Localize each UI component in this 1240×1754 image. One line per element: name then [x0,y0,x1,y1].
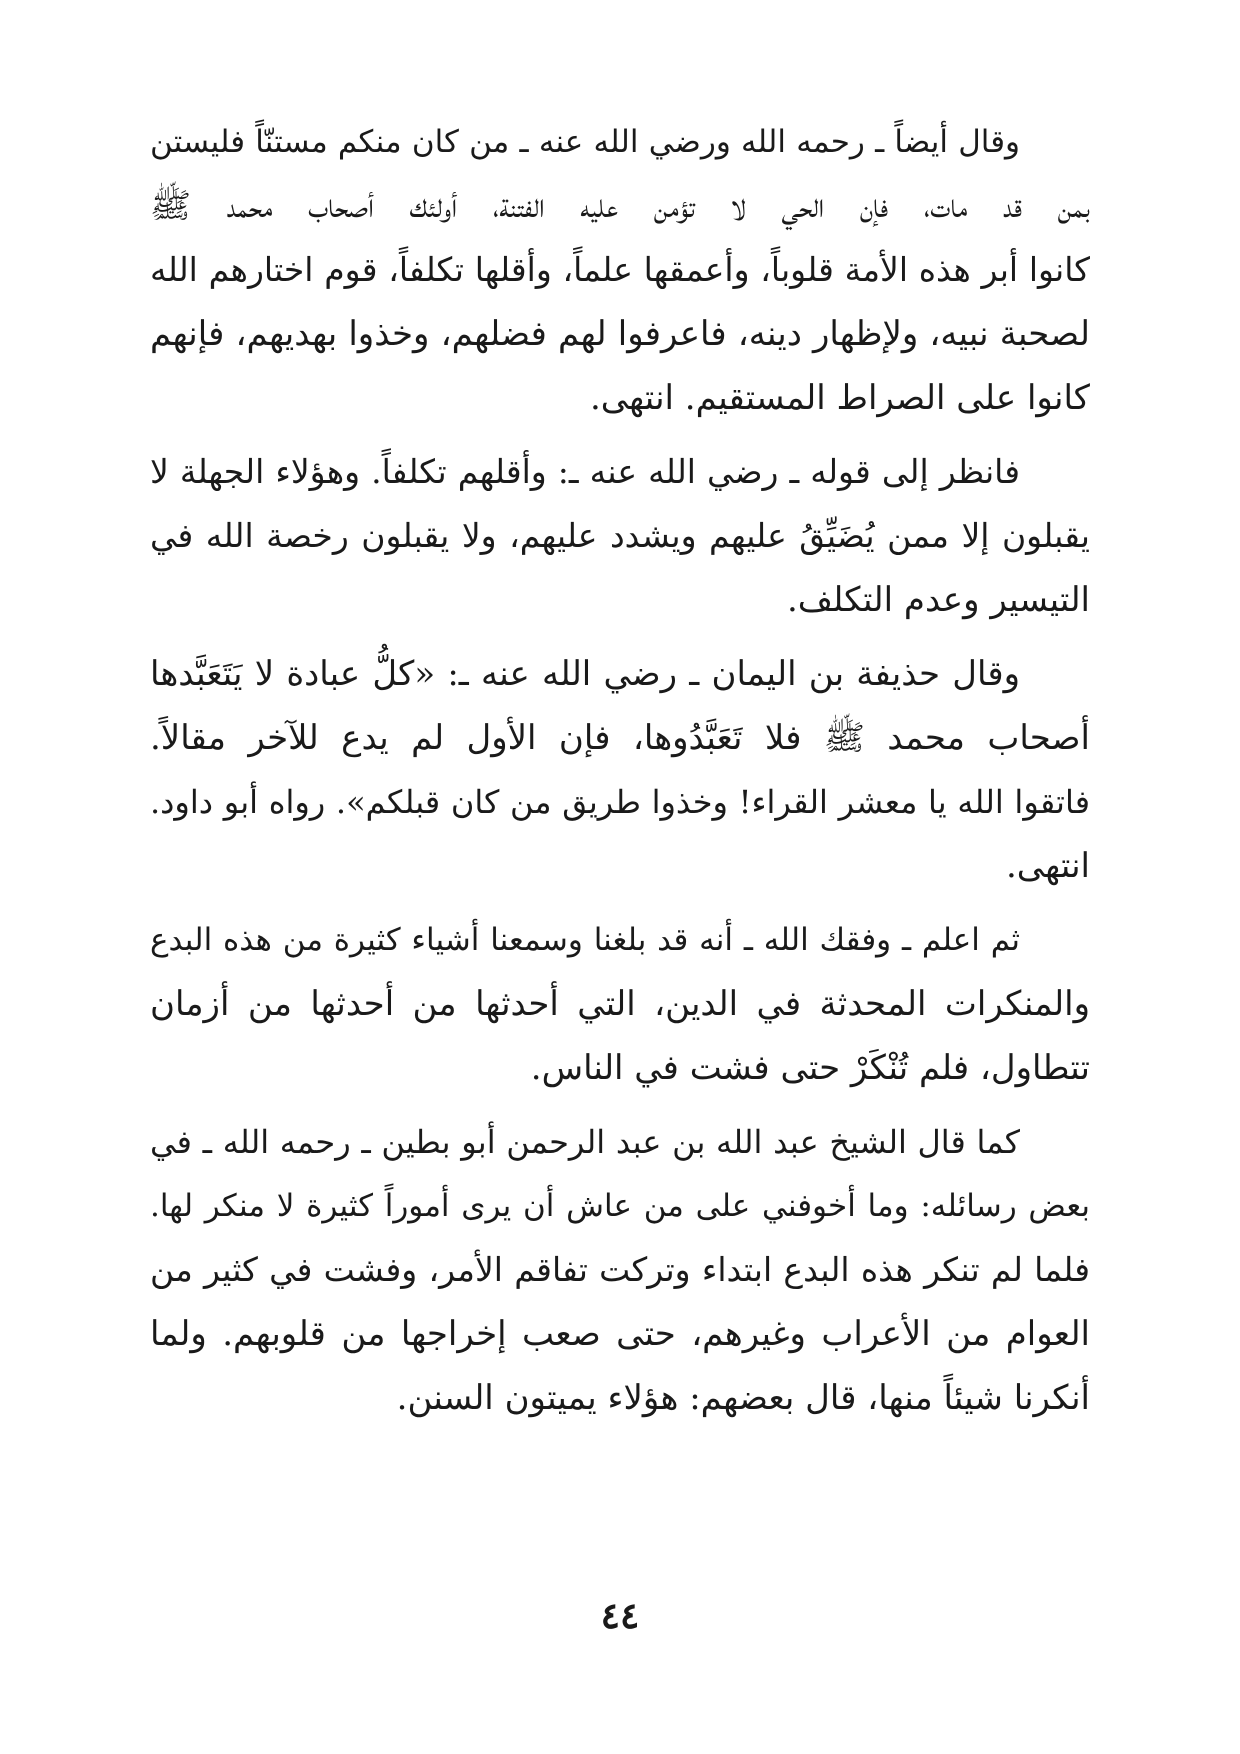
page-number: ٤٤ [600,1595,640,1637]
text-line: انتهى. [1006,846,1090,886]
text-line: لصحبة نبيه، ولإظهار دينه، فاعرفوا لهم فضلهم، وخذوا بهديهم، فإنهم [150,314,1090,354]
text-line: وقال أيضاً ـ رحمه الله ورضي الله عنه ـ من كان منكم مستنّاً فليستن [150,124,1020,160]
text-line: أصحاب محمد ﷺ فلا تَعَبَّدُوها، فإن الأول لم يدع للآخر مقالاً. [150,718,1090,758]
text-line: فاتقوا الله يا معشر القراء! وخذوا طريق من كان قبلكم». رواه أبو داود. [150,783,1090,821]
body-text [150,110,1090,1430]
text-line: والمنكرات المحدثة في الدين، التي أحدثها من أحدثها من أزمان [150,984,1090,1024]
paragraph-gap [150,430,1090,440]
text-line: أنكرنا شيئاً منها، قال بعضهم: هؤلاء يميتون السنن. [396,1378,1090,1418]
text-line: فانظر إلى قوله ـ رضي الله عنه ـ: وأقلهم تكلفاً. وهؤلاء الجهلة لا [150,452,1020,491]
text-line: كانوا أبر هذه الأمة قلوباً، وأعمقها علماً، وأقلها تكلفاً، قوم اختارهم الله [150,250,1090,289]
text-line: كانوا على الصراط المستقيم. انتهى. [589,378,1090,418]
text-line: بعض رسائله: وما أخوفني على من عاش أن يرى أموراً كثيرة لا منكر لها. [150,1188,1090,1224]
paragraph [150,440,1090,632]
text-line: ثم اعلم ـ وفقك الله ـ أنه قد بلغنا وسمعنا أشياء كثيرة من هذه البدع [150,922,1020,958]
text-line: كما قال الشيخ عبد الله بن عبد الرحمن أبو بطين ـ رحمه الله ـ في [150,1123,1020,1161]
paragraph-gap [150,632,1090,642]
text-line: بمن قد مات، فإن الحي لا تؤمن عليه الفتنة، أولئك أصحاب محمد ﷺ [150,186,1090,226]
paragraph-gap [150,1100,1090,1110]
paragraph [150,1110,1090,1430]
paragraph [150,908,1090,1100]
paragraph [150,642,1090,898]
text-line: التيسير وعدم التكلف. [787,580,1090,620]
paragraph [150,110,1090,430]
text-line: وقال حذيفة بن اليمان ـ رضي الله عنه ـ: «كلُّ عبادة لا يَتَعَبَّدها [150,654,1020,694]
text-line: يقبلون إلا ممن يُضَيِّقُ عليهم ويشدد عليهم، ولا يقبلون رخصة الله في [150,516,1090,555]
text-line: فلما لم تنكر هذه البدع ابتداء وتركت تفاقم الأمر، وفشت في كثير من [150,1250,1090,1289]
paragraph-gap [150,898,1090,908]
text-line: تتطاول، فلم تُنْكَرْ حتى فشت في الناس. [530,1048,1090,1088]
text-line: العوام من الأعراب وغيرهم، حتى صعب إخراجها من قلوبهم. ولما [150,1314,1090,1354]
